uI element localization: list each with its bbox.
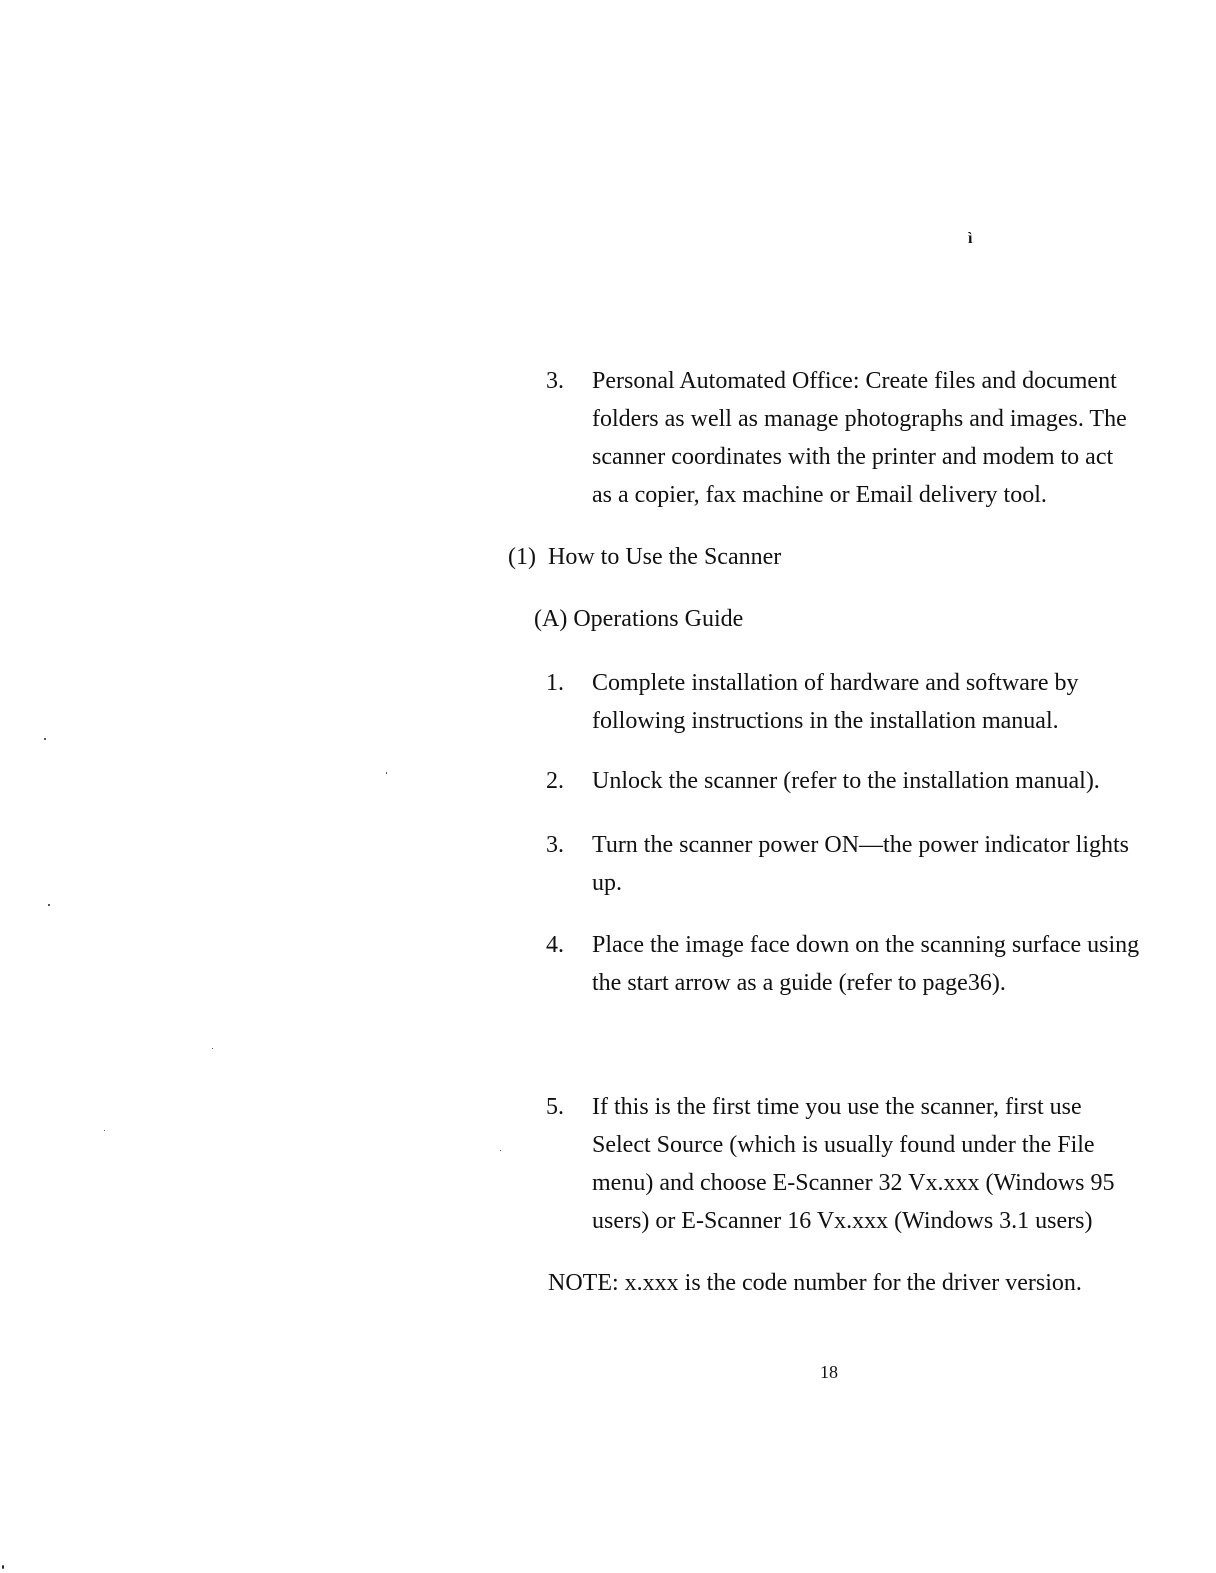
scan-speck: [500, 1150, 501, 1151]
step-line: following instructions in the installation manual.: [592, 708, 1059, 734]
step-number: 3.: [546, 832, 564, 858]
scan-speck: [104, 1130, 105, 1131]
section-heading: (1) How to Use the Scanner: [508, 544, 782, 570]
item-personal-office-line: Personal Automated Office: Create files and document: [592, 368, 1117, 394]
step-line: Place the image face down on the scanning surface using: [592, 932, 1140, 958]
step-number: 1.: [546, 670, 564, 696]
scan-speck: [48, 904, 50, 906]
step-line: If this is the first time you use the scanner, first use: [592, 1094, 1082, 1120]
step-number: 4.: [546, 932, 564, 958]
subsection-heading: (A) Operations Guide: [534, 606, 744, 632]
step-line: Select Source (which is usually found under the File: [592, 1132, 1095, 1158]
step-number: 5.: [546, 1094, 564, 1120]
step-line: Complete installation of hardware and software by: [592, 670, 1079, 696]
step-line: up.: [592, 870, 622, 896]
step-line: Turn the scanner power ON—the power indicator lights: [592, 832, 1129, 858]
item-personal-office-line: scanner coordinates with the printer and modem to act: [592, 444, 1114, 470]
page-number: 18: [820, 1362, 838, 1382]
item-personal-office-line: as a copier, fax machine or Email delivery tool.: [592, 482, 1047, 508]
scan-speck: [44, 738, 46, 740]
scan-artifact-mark: ì: [968, 230, 973, 247]
scan-speck: [2, 1565, 4, 1569]
step-line: the start arrow as a guide (refer to page36).: [592, 970, 1006, 996]
step-number: 2.: [546, 768, 564, 794]
scan-speck: [386, 772, 387, 774]
scan-speck: [212, 1048, 213, 1049]
step-line: Unlock the scanner (refer to the installation manual).: [592, 768, 1100, 794]
item-number: 3.: [546, 368, 564, 394]
step-line: users) or E-Scanner 16 Vx.xxx (Windows 3.1 users): [592, 1208, 1093, 1234]
step-line: menu) and choose E-Scanner 32 Vx.xxx (Windows 95: [592, 1170, 1115, 1196]
driver-version-note: NOTE: x.xxx is the code number for the driver version.: [548, 1270, 1082, 1296]
item-personal-office-line: folders as well as manage photographs and images. The: [592, 406, 1127, 432]
